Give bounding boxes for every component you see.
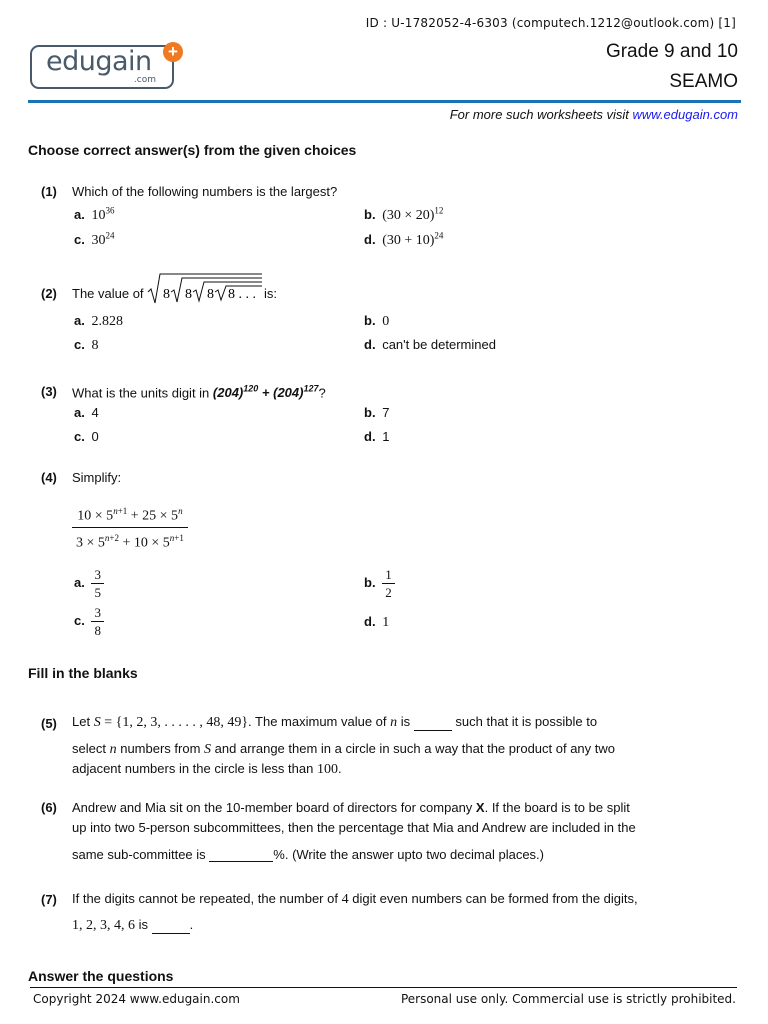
digits: 1, 2, 3, 4, 6 (72, 918, 135, 933)
option-value: 1 (382, 615, 390, 630)
question-number: (3) (41, 384, 57, 399)
question-text: Simplify: (72, 470, 122, 485)
question-number: (5) (41, 716, 57, 731)
text: and arrange them in a circle in such a way that the product of any two (214, 741, 616, 756)
logo-suffix: .com (133, 75, 156, 85)
option-c (74, 337, 98, 354)
header-divider (28, 100, 741, 103)
logo-text: edugain (46, 46, 152, 77)
svg-text:8: 8 (185, 287, 192, 302)
svg-text:8: 8 (207, 287, 214, 302)
section-title-answer: Answer the questions (28, 968, 174, 984)
option-c (74, 604, 104, 639)
option-label: b. (364, 574, 376, 590)
option-a (74, 405, 99, 420)
option-d (364, 230, 443, 249)
nested-radical (146, 270, 264, 306)
fraction-denominator: 2 (385, 585, 392, 600)
question-line (72, 891, 638, 908)
option-b (364, 405, 389, 420)
power-exponent: 120 (243, 384, 259, 394)
text: . The maximum value of (248, 714, 387, 729)
question-text-before: The value of (72, 286, 144, 301)
option-label: c. (74, 231, 85, 247)
text: is (400, 714, 411, 729)
expression-fraction: $\frac{10 \times 5^{n+1} + 25 \times 5^n}{3 \times 5^{n+2} + 10 \times 5^{n+1}}$ (72, 503, 188, 551)
option-label: b. (364, 405, 376, 420)
text: digit even numbers can be formed from the digits, (352, 891, 638, 906)
option-c (74, 429, 99, 444)
option-b (364, 205, 443, 224)
question-number: (2) (41, 286, 57, 301)
text: . (337, 761, 342, 776)
contest-label: SEAMO (669, 71, 738, 92)
option-value: can't be determined (382, 337, 496, 352)
option-a (74, 566, 104, 601)
question-text-before: What is the units digit in (72, 385, 213, 401)
option-b (364, 566, 395, 601)
answer-blank[interactable] (152, 917, 190, 934)
power-base: (204) (273, 385, 304, 401)
fraction-numerator: 3 (91, 566, 104, 584)
text: such that it is possible to (455, 714, 598, 729)
question-line (72, 761, 342, 778)
var-n: n (390, 715, 398, 730)
option-value: 7 (382, 405, 390, 420)
text: is (138, 917, 149, 932)
option-c (74, 230, 114, 249)
text: numbers from (120, 741, 201, 756)
option-value: 0 (91, 429, 99, 444)
option-label: c. (74, 337, 85, 352)
text: adjacent numbers in the circle is less than (72, 761, 314, 776)
option-math: $(30 \times 20)^{12}$ (382, 205, 444, 223)
option-label: a. (74, 206, 85, 222)
option-label: c. (74, 429, 85, 444)
edugain-link[interactable]: www.edugain.com (632, 107, 738, 122)
question-line: up into two 5-person subcommittees, then the percentage that Mia and Andrew are included in the (72, 820, 636, 835)
option-a (74, 205, 114, 224)
question-line (72, 845, 544, 862)
option-label: d. (364, 429, 376, 444)
question-line (72, 741, 615, 758)
text: Andrew and Mia sit on the 10-member board of directors for company (72, 800, 476, 815)
fraction-denominator: 5 (94, 585, 101, 600)
var-n: n (109, 742, 117, 757)
text: same sub-committee is (72, 847, 206, 862)
fraction-denominator: 8 (94, 623, 101, 638)
fraction-numerator: 1 (382, 566, 395, 584)
option-label: b. (364, 206, 376, 222)
option-d (364, 429, 389, 444)
question-number: (7) (41, 892, 57, 907)
option-value: 8 (91, 338, 99, 353)
option-value: 1 (382, 429, 390, 444)
section-title-choose: Choose correct answer(s) from the given choices (28, 142, 357, 158)
question-text: Which of the following numbers is the largest? (72, 184, 338, 199)
option-value: 2.828 (91, 314, 123, 329)
usage-notice: Personal use only. Commercial use is strictly prohibited. (400, 992, 736, 1006)
option-label: a. (74, 405, 85, 420)
text: . (189, 917, 194, 932)
text: %. (Write the answer upto two decimal places.) (273, 847, 544, 862)
option-value: 4 (91, 405, 99, 420)
text: select (72, 741, 106, 756)
power-base: (204) (212, 385, 244, 401)
text: Let (72, 714, 91, 729)
option-label: b. (364, 313, 376, 328)
question-number: (4) (41, 470, 57, 485)
option-math: $10^{36}$ (91, 205, 115, 223)
option-label: d. (364, 337, 376, 352)
section-title-fill: Fill in the blanks (28, 665, 138, 681)
power-exponent: 127 (303, 384, 319, 394)
plus-sign: + (258, 385, 274, 401)
question-text-after: ? (318, 385, 326, 401)
option-label: d. (364, 231, 376, 247)
option-math: $30^{24}$ (91, 230, 115, 248)
question-text (72, 384, 326, 400)
worksheet-id: ID : U-1782052-4-6303 (computech.1212@outlook.com) [1] (365, 16, 736, 30)
value: 4 (341, 892, 349, 907)
text: If the digits cannot be repeated, the number of (72, 891, 338, 906)
answer-blank[interactable] (209, 845, 273, 862)
option-math: $(30 + 10)^{24}$ (382, 230, 444, 248)
option-value: 0 (382, 314, 390, 329)
option-label: c. (74, 612, 85, 628)
option-b (364, 313, 389, 330)
answer-blank[interactable] (414, 714, 452, 731)
copyright: Copyright 2024 www.edugain.com (33, 992, 240, 1006)
option-d (364, 614, 389, 631)
var-s: S (204, 742, 212, 757)
svg-text:8 . . .: 8 . . . (228, 287, 256, 302)
option-label: a. (74, 313, 85, 328)
set-math: S = {1, 2, 3, . . . . . , 48, 49} (93, 715, 249, 730)
question-line (72, 714, 597, 731)
question-line (72, 800, 630, 815)
question-text-after: is: (264, 286, 277, 301)
visit-prefix: For more such worksheets visit (449, 107, 633, 122)
value: 100 (316, 762, 338, 777)
question-line (72, 917, 193, 934)
option-a (74, 313, 123, 330)
plus-icon: + (163, 42, 183, 62)
footer-divider (30, 987, 737, 988)
edugain-logo (30, 45, 174, 89)
question-text (72, 286, 144, 301)
company-name: X (475, 800, 485, 815)
question-number: (6) (41, 800, 57, 815)
fraction-numerator: 3 (91, 604, 104, 622)
visit-note (450, 107, 738, 122)
option-d (364, 337, 496, 352)
option-label: a. (74, 574, 85, 590)
svg-text:8: 8 (163, 287, 170, 302)
option-label: d. (364, 614, 376, 629)
question-number: (1) (41, 184, 57, 199)
grade-label: Grade 9 and 10 (605, 41, 738, 62)
text: . If the board is to be split (484, 800, 630, 815)
